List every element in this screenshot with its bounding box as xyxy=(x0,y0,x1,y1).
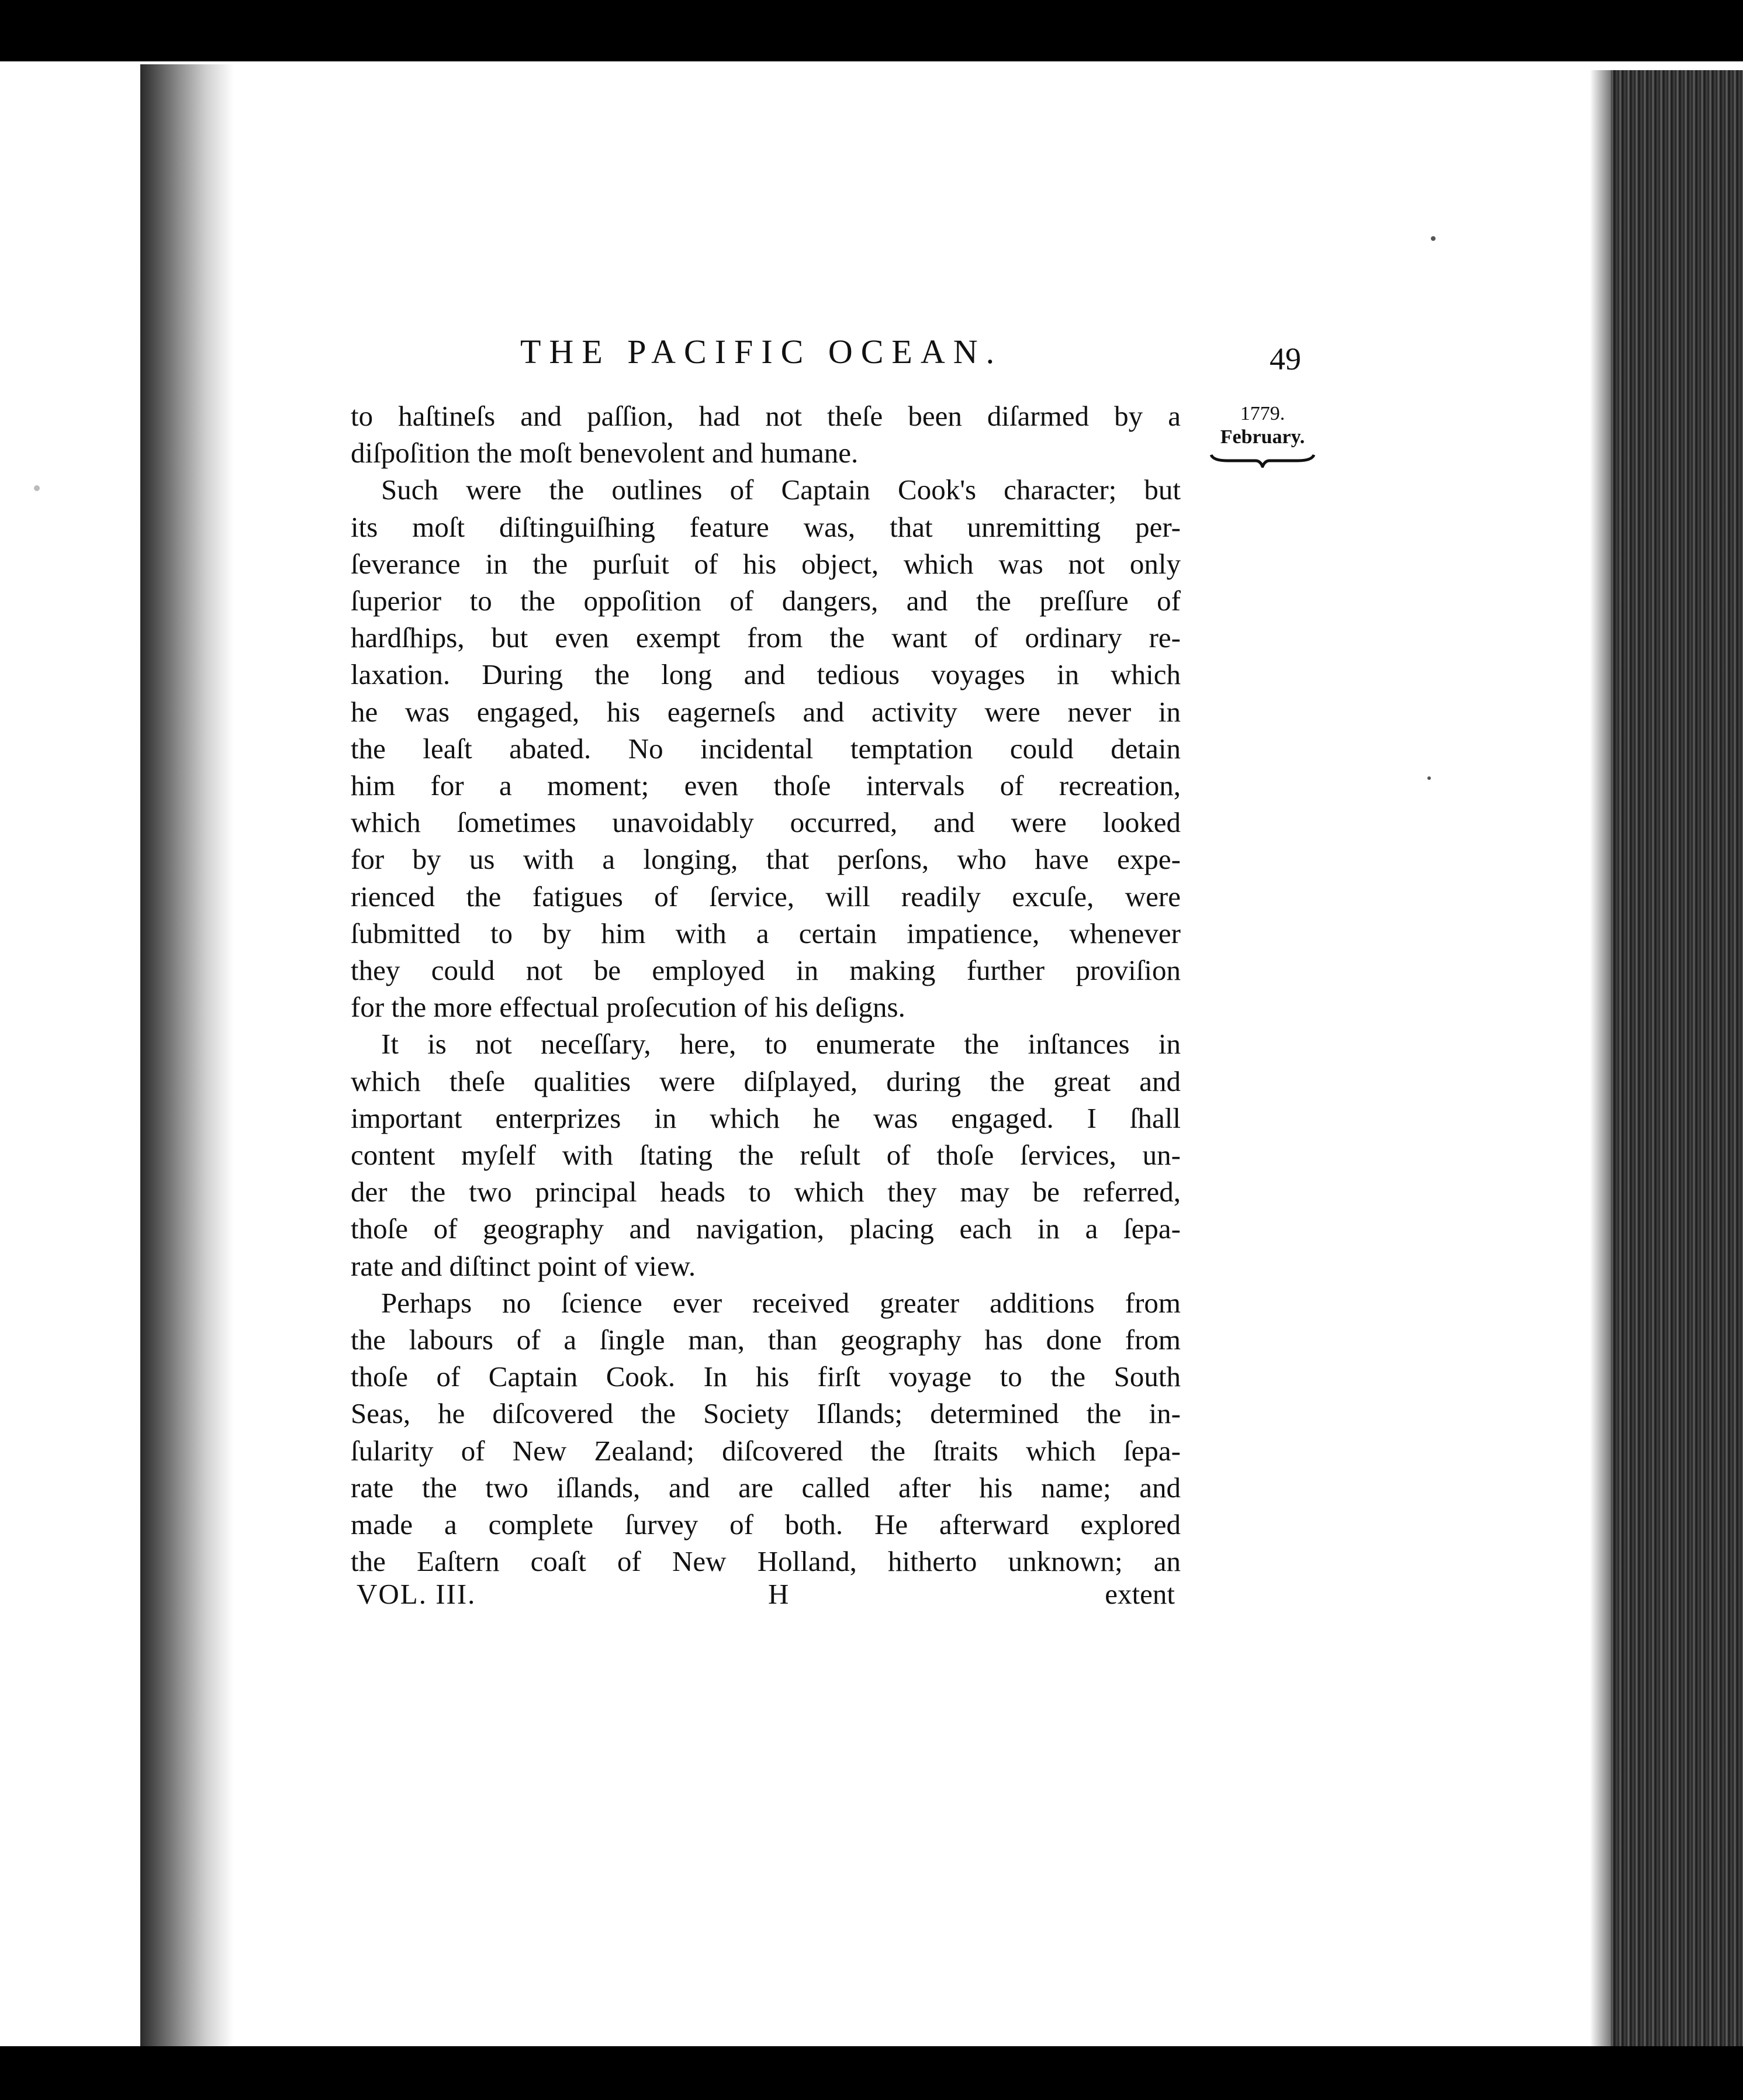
text-line: ſuperior to the oppoſition of dangers, and the preſſure of xyxy=(351,585,1181,617)
margin-month: February. xyxy=(1220,426,1305,448)
text-line: him for a moment; even thoſe intervals of recreation, xyxy=(351,769,1181,802)
text-line: rate and diſtinct point of view. xyxy=(351,1249,696,1282)
book-gutter-shadow xyxy=(140,64,234,2046)
text-line: the Eaſtern coaſt of New Holland, hitherto unknown; an xyxy=(351,1545,1181,1578)
text-line: ſubmitted to by him with a certain impatience, whenever xyxy=(351,917,1181,949)
text-line: It is not neceſſary, here, to enumerate the inſtances in xyxy=(381,1028,1181,1061)
text-line: he was engaged, his eagerneſs and activity were never in xyxy=(351,695,1181,728)
page-footer xyxy=(354,1577,1175,1618)
text-line: laxation. During the long and tedious voyages in which xyxy=(351,658,1181,691)
scan-speck xyxy=(1427,776,1431,780)
text-line: Such were the outlines of Captain Cook's character; but xyxy=(381,474,1181,506)
catchword: extent xyxy=(1105,1578,1175,1610)
text-line: rate the two iſlands, and are called after his name; and xyxy=(351,1471,1181,1504)
volume-label: VOL. III. xyxy=(357,1578,476,1610)
text-line: important enterprizes in which he was engaged. I ſhall xyxy=(351,1101,1181,1134)
body-text xyxy=(351,398,1181,1580)
text-line: they could not be employed in making further proviſion xyxy=(351,954,1181,987)
text-line: thoſe of geography and navigation, placing each in a ſepa- xyxy=(351,1213,1181,1245)
page-stack-edge xyxy=(1590,70,1743,2046)
margin-note xyxy=(1204,402,1321,468)
page-number: 49 xyxy=(1270,341,1301,377)
text-line: Perhaps no ſcience ever received greater additions from xyxy=(381,1286,1181,1319)
scan-border-bottom xyxy=(0,2046,1743,2100)
text-line: to haſtineſs and paſſion, had not theſe been diſarmed by a xyxy=(351,400,1181,432)
text-line: made a complete ſurvey of both. He afterward explored xyxy=(351,1508,1181,1541)
text-line: its moſt diſtinguiſhing feature was, that unremitting per- xyxy=(351,510,1181,543)
text-line: which ſometimes unavoidably occurred, and were looked xyxy=(351,806,1181,839)
text-line: content myſelf with ſtating the reſult of thoſe ſervices, un- xyxy=(351,1139,1181,1172)
scan-speck xyxy=(34,485,40,491)
text-line: ſeverance in the purſuit of his object, which was not only xyxy=(351,547,1181,580)
text-line: the leaſt abated. No incidental temptation could detain xyxy=(351,732,1181,765)
text-line: hardſhips, but even exempt from the want of ordinary re- xyxy=(351,621,1181,654)
text-line: rienced the fatigues of ſervice, will readily excuſe, were xyxy=(351,880,1181,913)
signature-mark: H xyxy=(768,1578,789,1610)
text-line: der the two principal heads to which they may be referred, xyxy=(351,1176,1181,1208)
text-line: for by us with a longing, that perſons, who have expe- xyxy=(351,843,1181,876)
margin-year: 1779. xyxy=(1240,403,1285,424)
text-line: the labours of a ſingle man, than geography has done from xyxy=(351,1324,1181,1356)
text-line: thoſe of Captain Cook. In his firſt voyage to the South xyxy=(351,1360,1181,1393)
text-line: for the more effectual proſecution of his deſigns. xyxy=(351,991,905,1024)
running-header xyxy=(351,332,1333,385)
brace-ornament xyxy=(1210,453,1315,468)
text-line: which theſe qualities were diſplayed, during the great and xyxy=(351,1065,1181,1097)
text-line: ſularity of New Zealand; diſcovered the ſtraits which ſepa- xyxy=(351,1434,1181,1467)
text-line: Seas, he diſcovered the Society Iſlands; determined the in- xyxy=(351,1397,1181,1430)
running-title: THE PACIFIC OCEAN. xyxy=(520,333,1003,371)
scan-speck xyxy=(1431,236,1436,241)
text-line: diſpoſition the moſt benevolent and humane. xyxy=(351,437,859,469)
